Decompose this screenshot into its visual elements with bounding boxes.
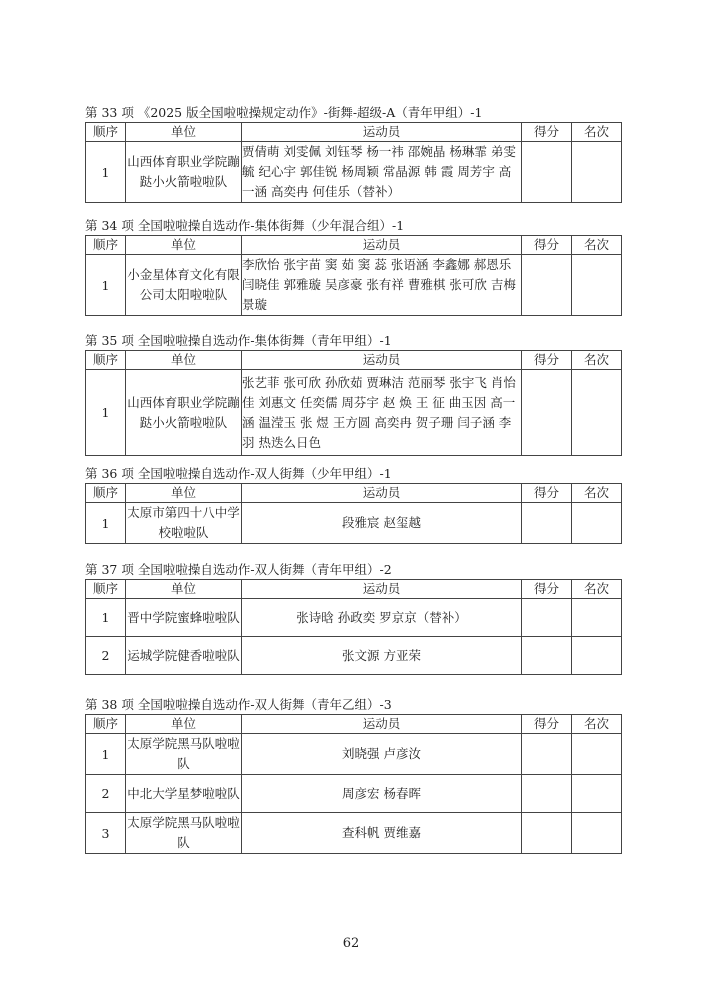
unit-cell: 太原市第四十八中学校啦啦队	[126, 503, 242, 544]
entries-table	[85, 350, 622, 456]
athletes-cell: 周彦宏 杨春晖	[242, 775, 522, 813]
header-athletes: 运动员	[242, 715, 522, 734]
header-athletes: 运动员	[242, 580, 522, 599]
header-rank: 名次	[572, 715, 622, 734]
unit-cell: 山西体育职业学院蹦跶小火箭啦啦队	[126, 142, 242, 203]
order-cell: 2	[86, 637, 126, 675]
athletes-cell: 张艺菲 张可欣 孙欣茹 贾琳洁 范丽琴 张宇飞 肖怡佳 刘惠文 任奕儒 周芬宇 赵 焕 王 征 曲玉因 高一涵 温滢玉 张 煜 王方圆 高奕冉 贺子珊 闫子涵 李 羽 热迭么日色	[242, 370, 522, 456]
unit-cell: 小金星体育文化有限公司太阳啦啦队	[126, 255, 242, 316]
header-order: 顺序	[86, 580, 126, 599]
rank-cell	[572, 813, 622, 854]
table-header-row	[86, 484, 622, 503]
table-header-row	[86, 715, 622, 734]
header-rank: 名次	[572, 351, 622, 370]
entries-table	[85, 714, 622, 854]
order-cell: 1	[86, 503, 126, 544]
score-cell	[522, 637, 572, 675]
athletes-cell: 查科帆 贾维嘉	[242, 813, 522, 854]
page-number: 62	[342, 936, 360, 951]
header-athletes: 运动员	[242, 484, 522, 503]
order-cell: 3	[86, 813, 126, 854]
score-cell	[522, 734, 572, 775]
score-cell	[522, 503, 572, 544]
header-unit: 单位	[126, 236, 242, 255]
athletes-cell: 贾倩萌 刘雯佩 刘钰琴 杨一祎 邵婉晶 杨琳霏 弟雯毓 纪心宇 郭佳锐 杨周颖 常晶源 韩 霞 周芳宇 高一涵 高奕冉 何佳乐（替补）	[242, 142, 522, 203]
header-order: 顺序	[86, 715, 126, 734]
header-rank: 名次	[572, 236, 622, 255]
table-row	[86, 775, 622, 813]
table-row	[86, 370, 622, 456]
header-order: 顺序	[86, 236, 126, 255]
section-title: 第 34 项 全国啦啦操自选动作-集体街舞（少年混合组）-1	[85, 218, 405, 233]
header-score: 得分	[522, 123, 572, 142]
rank-cell	[572, 775, 622, 813]
rank-cell	[572, 637, 622, 675]
header-order: 顺序	[86, 123, 126, 142]
table-header-row	[86, 123, 622, 142]
score-cell	[522, 370, 572, 456]
header-unit: 单位	[126, 351, 242, 370]
section-38	[85, 698, 621, 854]
unit-cell: 中北大学星梦啦啦队	[126, 775, 242, 813]
athletes-cell: 刘晓强 卢彦汝	[242, 734, 522, 775]
order-cell: 2	[86, 775, 126, 813]
order-cell: 1	[86, 734, 126, 775]
rank-cell	[572, 734, 622, 775]
table-row	[86, 734, 622, 775]
header-rank: 名次	[572, 123, 622, 142]
section-title: 第 35 项 全国啦啦操自选动作-集体街舞（青年甲组）-1	[85, 333, 392, 348]
section-33	[85, 106, 621, 203]
section-36	[85, 467, 621, 544]
header-score: 得分	[522, 351, 572, 370]
table-row	[86, 503, 622, 544]
rank-cell	[572, 503, 622, 544]
section-37	[85, 563, 621, 675]
entries-table	[85, 579, 622, 675]
rank-cell	[572, 142, 622, 203]
rank-cell	[572, 255, 622, 316]
unit-cell: 晋中学院蜜蜂啦啦队	[126, 599, 242, 637]
header-unit: 单位	[126, 484, 242, 503]
unit-cell: 运城学院健香啦啦队	[126, 637, 242, 675]
order-cell: 1	[86, 599, 126, 637]
header-score: 得分	[522, 484, 572, 503]
header-rank: 名次	[572, 580, 622, 599]
header-athletes: 运动员	[242, 123, 522, 142]
table-row	[86, 255, 622, 316]
score-cell	[522, 142, 572, 203]
score-cell	[522, 775, 572, 813]
section-34	[85, 219, 621, 316]
rank-cell	[572, 599, 622, 637]
score-cell	[522, 813, 572, 854]
athletes-cell: 李欣怡 张宇苗 窦 茹 窦 蕊 张语涵 李鑫娜 郝恩乐 闫晓佳 郭雅璇 吴彦豪 张有祥 曹雅棋 张可欣 吉梅景璇	[242, 255, 522, 316]
unit-cell: 太原学院黑马队啦啦队	[126, 813, 242, 854]
table-header-row	[86, 351, 622, 370]
header-score: 得分	[522, 580, 572, 599]
header-score: 得分	[522, 715, 572, 734]
section-title: 第 33 项 《2025 版全国啦啦操规定动作》-街舞-超级-A（青年甲组）-1	[85, 105, 483, 120]
table-row	[86, 813, 622, 854]
score-cell	[522, 599, 572, 637]
athletes-cell: 段雅宸 赵玺越	[242, 503, 522, 544]
header-unit: 单位	[126, 715, 242, 734]
order-cell: 1	[86, 370, 126, 456]
athletes-cell: 张文源 方亚荣	[242, 637, 522, 675]
table-header-row	[86, 580, 622, 599]
header-score: 得分	[522, 236, 572, 255]
table-row	[86, 142, 622, 203]
table-row	[86, 637, 622, 675]
header-athletes: 运动员	[242, 351, 522, 370]
score-cell	[522, 255, 572, 316]
entries-table	[85, 483, 622, 544]
table-row	[86, 599, 622, 637]
table-header-row	[86, 236, 622, 255]
header-order: 顺序	[86, 484, 126, 503]
header-unit: 单位	[126, 123, 242, 142]
unit-cell: 山西体育职业学院蹦跶小火箭啦啦队	[126, 370, 242, 456]
header-unit: 单位	[126, 580, 242, 599]
section-title: 第 38 项 全国啦啦操自选动作-双人街舞（青年乙组）-3	[85, 697, 392, 712]
order-cell: 1	[86, 142, 126, 203]
entries-table	[85, 235, 622, 316]
header-order: 顺序	[86, 351, 126, 370]
entries-table	[85, 122, 622, 203]
section-title: 第 37 项 全国啦啦操自选动作-双人街舞（青年甲组）-2	[85, 562, 392, 577]
rank-cell	[572, 370, 622, 456]
athletes-cell: 张诗晗 孙政奕 罗京京（替补）	[242, 599, 522, 637]
section-title: 第 36 项 全国啦啦操自选动作-双人街舞（少年甲组）-1	[85, 466, 392, 481]
header-rank: 名次	[572, 484, 622, 503]
section-35	[85, 334, 621, 456]
header-athletes: 运动员	[242, 236, 522, 255]
unit-cell: 太原学院黑马队啦啦队	[126, 734, 242, 775]
order-cell: 1	[86, 255, 126, 316]
